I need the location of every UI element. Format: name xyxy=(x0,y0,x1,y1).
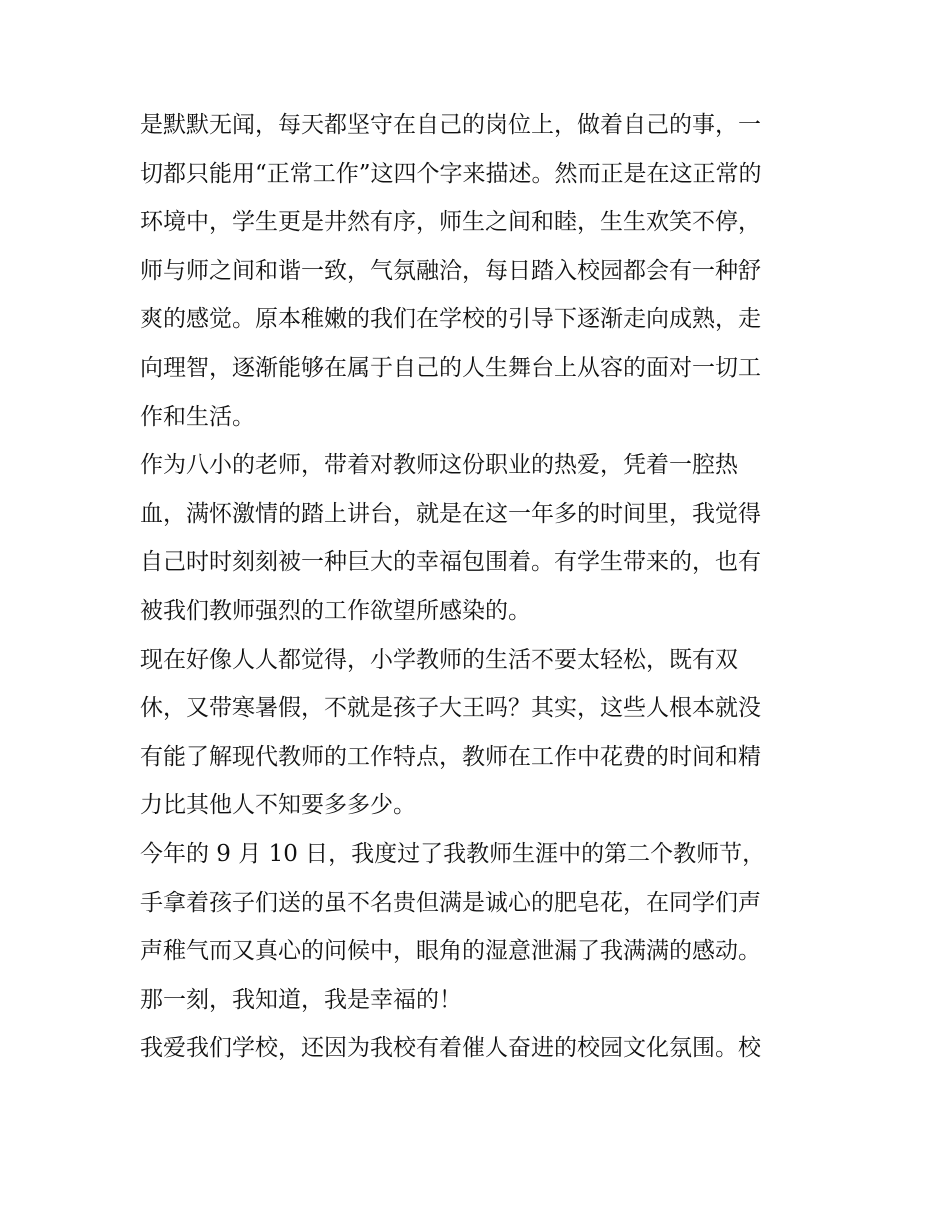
text-line-11: 被我们教师强烈的工作欲望所感染的。 xyxy=(140,597,531,624)
text-line-20: 我爱我们学校，还因为我校有着催人奋进的校园文化氛围。校 xyxy=(140,1035,761,1062)
document-body xyxy=(140,101,820,1073)
text-line-19: 那一刻，我知道，我是幸福的！ xyxy=(140,986,462,1013)
text-line-2: 切都只能用“正常工作”这四个字来描述。然而正是在这正常的 xyxy=(140,160,762,187)
text-line-4: 师与师之间和谐一致，气氛融洽，每日踏入校园都会有一种舒 xyxy=(140,257,761,284)
text-line-7: 作和生活。 xyxy=(140,403,255,430)
text-line-5: 爽的感觉。原本稚嫩的我们在学校的引导下逐渐走向成熟，走 xyxy=(140,306,761,333)
text-line-1: 是默默无闻，每天都坚守在自己的岗位上，做着自己的事，一 xyxy=(140,112,761,138)
text-line-16: 今年的 9 月 10 日，我度过了我教师生涯中的第二个教师节， xyxy=(140,840,766,867)
text-line-14: 有能了解现代教师的工作特点，教师在工作中花费的时间和精 xyxy=(140,743,761,770)
text-line-17: 手拿着孩子们送的虽不名贵但满是诚心的肥皂花，在同学们声 xyxy=(140,889,761,916)
text-line-13: 休，又带寒暑假，不就是孩子大王吗？其实，这些人根本就没 xyxy=(140,695,761,722)
text-line-8: 作为八小的老师，带着对教师这份职业的热爱，凭着一腔热 xyxy=(140,452,738,479)
text-line-18: 声稚气而又真心的问候中，眼角的湿意泄漏了我满满的感动。 xyxy=(140,938,761,965)
text-line-3: 环境中，学生更是井然有序，师生之间和睦，生生欢笑不停， xyxy=(140,209,761,236)
text-line-9: 血，满怀激情的踏上讲台，就是在这一年多的时间里，我觉得 xyxy=(140,500,761,527)
text-line-6: 向理智，逐渐能够在属于自己的人生舞台上从容的面对一切工 xyxy=(140,354,761,381)
text-line-15: 力比其他人不知要多多少。 xyxy=(140,792,416,819)
text-line-12: 现在好像人人都觉得，小学教师的生活不要太轻松，既有双 xyxy=(140,646,738,673)
text-line-10: 自己时时刻刻被一种巨大的幸福包围着。有学生带来的，也有 xyxy=(140,549,761,576)
